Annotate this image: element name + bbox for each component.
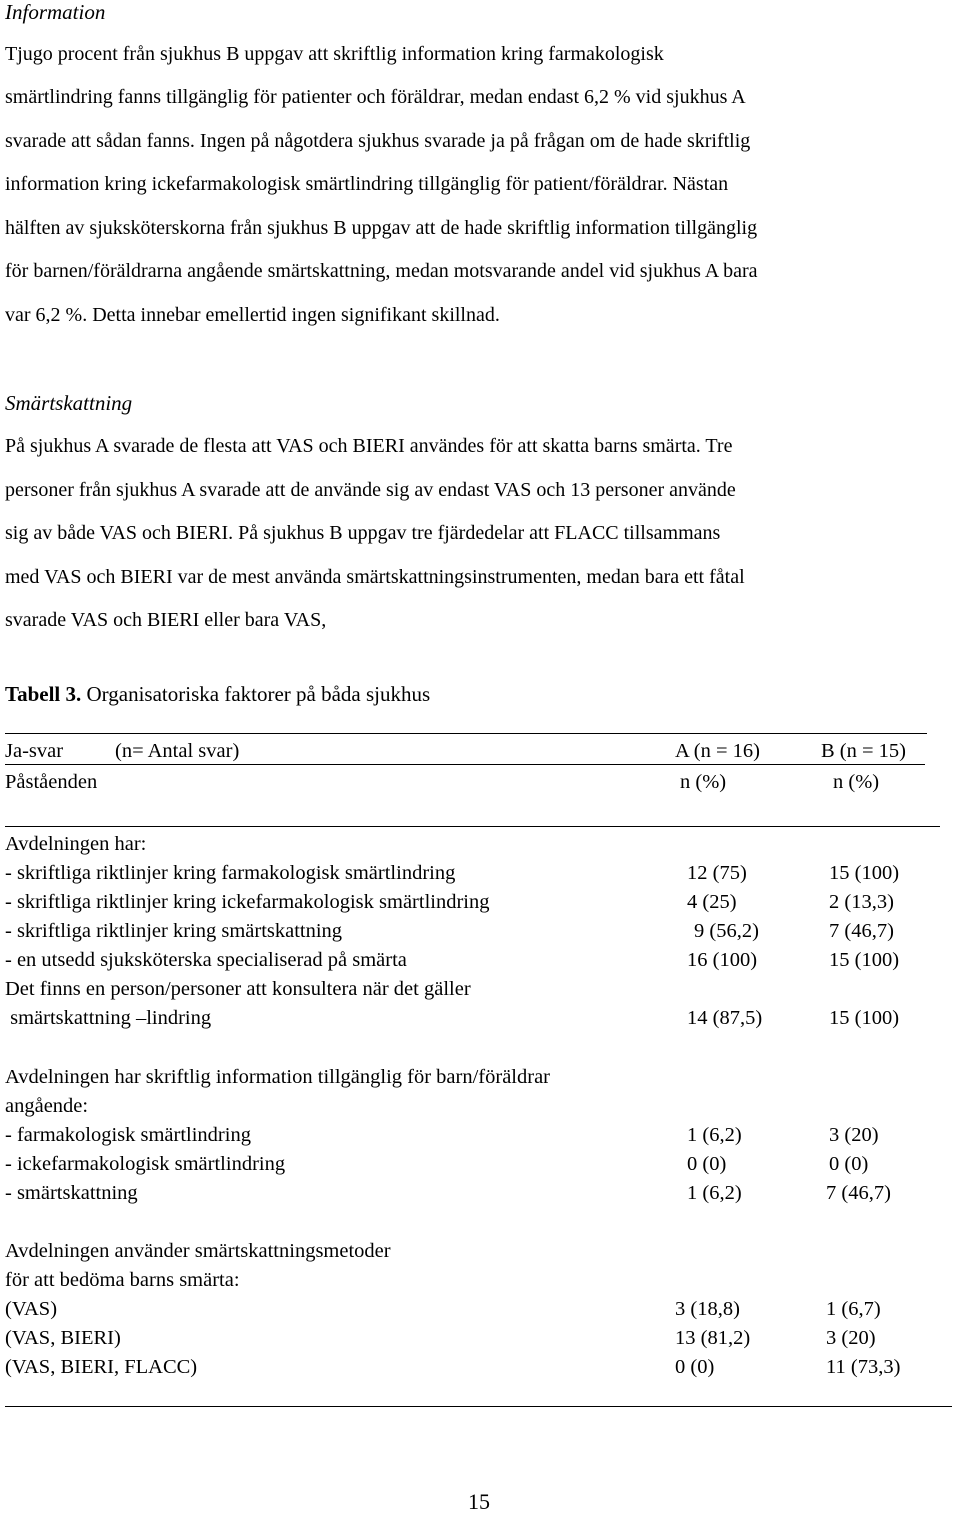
table-cell-b: 1 (6,7) <box>826 1298 881 1320</box>
table-label: Tabell 3. <box>5 682 82 706</box>
paragraph-line: sig av både VAS och BIERI. På sjukhus B uppgav tre fjärdedelar att FLACC tillsammans <box>5 522 721 544</box>
table-row-label: (VAS, BIERI) <box>5 1327 121 1349</box>
table-cell-a: 1 (6,2) <box>687 1124 742 1146</box>
group-title: Avdelningen har skriftlig information tillgänglig för barn/föräldrar <box>5 1066 550 1088</box>
table-row-label: - farmakologisk smärtlindring <box>5 1124 251 1146</box>
header-unit-a: n (%) <box>680 771 727 793</box>
table-cell-a: 16 (100) <box>687 949 758 971</box>
paragraph-line: hälften av sjuksköterskorna från sjukhus B uppgav att de hade skriftlig information tillgänglig <box>5 217 758 239</box>
table-row-label: - smärtskattning <box>5 1182 138 1204</box>
group-title: Avdelningen använder smärtskattningsmetoder <box>5 1240 391 1262</box>
table-row-label: (VAS, BIERI, FLACC) <box>5 1356 198 1378</box>
table-cell-a: 9 (56,2) <box>694 920 759 942</box>
paragraph-line: På sjukhus A svarade de flesta att VAS och BIERI användes för att skatta barns smärta. Tre <box>5 435 733 457</box>
paragraph-line: Tjugo procent från sjukhus B uppgav att skriftlig information kring farmakologisk <box>5 43 664 65</box>
table-cell-a: 1 (6,2) <box>687 1182 742 1204</box>
header-ja-svar: Ja-svar <box>5 740 64 762</box>
paragraph-line: var 6,2 %. Detta innebar emellertid ingen signifikant skillnad. <box>5 304 500 326</box>
table-cell-b: 7 (46,7) <box>829 920 894 942</box>
header-unit-b: n (%) <box>833 771 880 793</box>
table-cell-b: 15 (100) <box>829 862 900 884</box>
group-title: angående: <box>5 1095 89 1117</box>
table-bottom-rule <box>5 1406 952 1407</box>
table-row-label: Det finns en person/personer att konsultera när det gäller <box>5 978 471 1000</box>
table-caption-text: Organisatoriska faktorer på båda sjukhus <box>86 682 431 706</box>
paragraph-line: för barnen/föräldrarna angående smärtskattning, medan motsvarande andel vid sjukhus A bara <box>5 260 758 282</box>
table-row-label: - skriftliga riktlinjer kring ickefarmakologisk smärtlindring <box>5 891 490 913</box>
table-cell-a: 14 (87,5) <box>687 1007 763 1029</box>
table-top-rule <box>5 733 927 734</box>
table-cell-b: 15 (100) <box>829 1007 900 1029</box>
paragraph-line: smärtlindring fanns tillgänglig för patienter och föräldrar, medan endast 6,2 % vid sjukhus A <box>5 86 746 108</box>
table-header-bottom-rule <box>5 826 940 827</box>
table-row-label: smärtskattning –lindring <box>5 1007 212 1029</box>
header-row-label: Påståenden <box>5 771 98 793</box>
section-heading-information: Information <box>5 0 106 24</box>
table-caption <box>5 682 430 707</box>
table-row-label: - skriftliga riktlinjer kring farmakologisk smärtlindring <box>5 862 456 884</box>
table-header-underline <box>5 764 925 765</box>
table-cell-b: 0 (0) <box>829 1153 869 1175</box>
table-cell-b: 2 (13,3) <box>829 891 894 913</box>
section-heading-smartskattning: Smärtskattning <box>5 391 133 415</box>
table-cell-b: 7 (46,7) <box>826 1182 891 1204</box>
paragraph-line: svarade att sådan fanns. Ingen på någotdera sjukhus svarade ja på frågan om de hade skriftlig <box>5 130 751 152</box>
header-col-b: B (n = 15) <box>821 740 907 762</box>
paragraph-line: svarade VAS och BIERI eller bara VAS, <box>5 609 327 631</box>
table-cell-a: 12 (75) <box>687 862 747 884</box>
header-n-antal: (n= Antal svar) <box>115 740 240 762</box>
table-cell-b: 3 (20) <box>826 1327 876 1349</box>
table-cell-a: 4 (25) <box>687 891 737 913</box>
table-cell-a: 13 (81,2) <box>675 1327 751 1349</box>
table-cell-b: 3 (20) <box>829 1124 879 1146</box>
page-number: 15 <box>468 1489 490 1514</box>
group-title: för att bedöma barns smärta: <box>5 1269 240 1291</box>
group-title: Avdelningen har: <box>5 833 147 855</box>
table-row-label: - en utsedd sjuksköterska specialiserad på smärta <box>5 949 407 971</box>
table-cell-a: 3 (18,8) <box>675 1298 740 1320</box>
paragraph-line: med VAS och BIERI var de mest använda smärtskattningsinstrumenten, medan bara ett fåtal <box>5 566 745 588</box>
table-row-label: - skriftliga riktlinjer kring smärtskattning <box>5 920 343 942</box>
header-col-a: A (n = 16) <box>675 740 761 762</box>
table-cell-b: 15 (100) <box>829 949 900 971</box>
paragraph-line: personer från sjukhus A svarade att de använde sig av endast VAS och 13 personer använde <box>5 479 736 501</box>
table-cell-b: 11 (73,3) <box>826 1356 901 1378</box>
paragraph-line: information kring ickefarmakologisk smärtlindring tillgänglig för patient/föräldrar. Nästan <box>5 173 729 195</box>
table-cell-a: 0 (0) <box>687 1153 727 1175</box>
table-row-label: (VAS) <box>5 1298 58 1320</box>
table-row-label: - ickefarmakologisk smärtlindring <box>5 1153 286 1175</box>
table-cell-a: 0 (0) <box>675 1356 715 1378</box>
